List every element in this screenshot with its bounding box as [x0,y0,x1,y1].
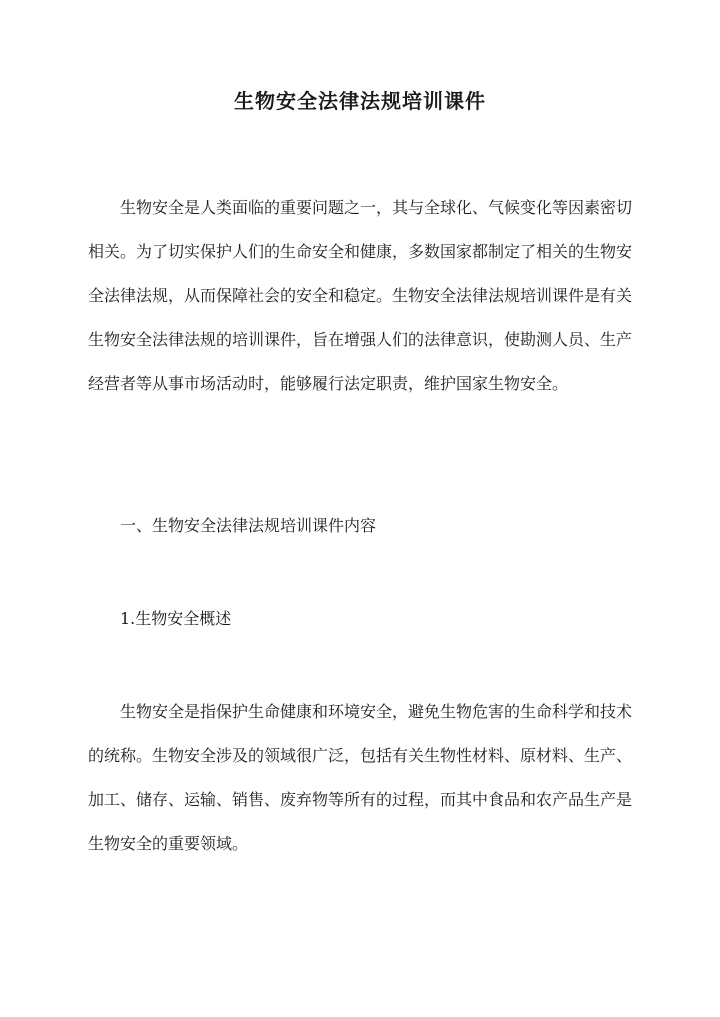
overview-paragraph: 生物安全是指保护生命健康和环境安全，避免生物危害的生命科学和技术的统称。生物安全涉及的领域很广泛，包括有关生物性材料、原材料、生产、加工、储存、运输、销售、废弃物等所有的过程，而其中食品和农产品生产是生物安全的重要领域。 [88,702,633,853]
document-title: 生物安全法律法规培训课件 [234,89,486,113]
subsection-heading: 1.生物安全概述 [120,609,232,628]
intro-paragraph: 生物安全是人类面临的重要问题之一，其与全球化、气候变化等因素密切相关。为了切实保护人们的生命安全和健康，多数国家都制定了相关的生物安全法律法规，从而保障社会的安全和稳定。生物安全法律法规培训课件是有关生物安全法律法规的培训课件，旨在增强人们的法律意识，使勘测人员、生产经营者等从事市场活动时，能够履行法定职责，维护国家生物安全。 [88,198,633,393]
section-heading: 一、生物安全法律法规培训课件内容 [120,516,377,535]
